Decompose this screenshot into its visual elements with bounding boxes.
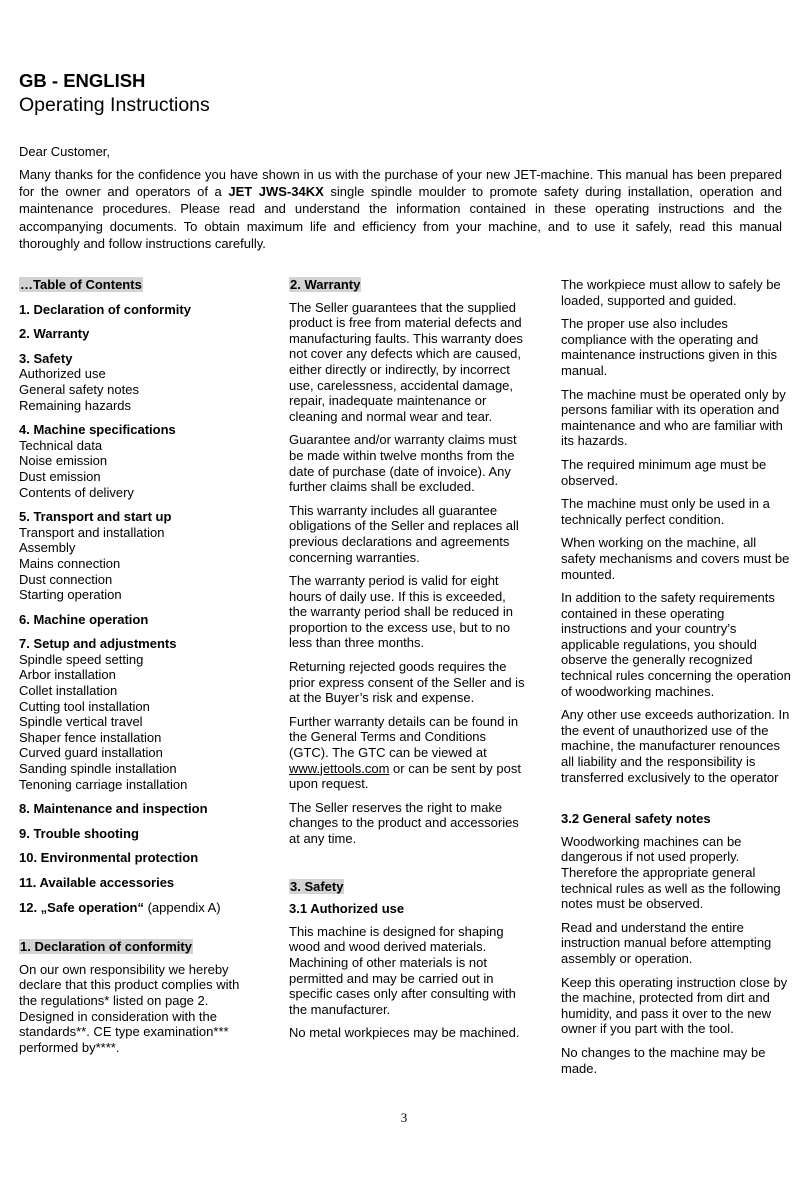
- toc-item: Tenoning carriage installation: [19, 776, 188, 792]
- toc-item: Noise emission: [19, 453, 108, 469]
- toc-item: Spindle speed setting: [19, 651, 144, 667]
- warranty-heading: 2. Warranty: [290, 277, 361, 292]
- general-safety-heading: 3.2 General safety notes: [561, 811, 711, 827]
- toc-item: Cutting tool installation: [19, 698, 150, 714]
- general-safety-paragraph: Woodworking machines can be dangerous if not used properly. Therefore the appropriate general technical rules as well as the following notes must be observed.: [561, 833, 781, 912]
- authorized-use-paragraph: Any other use exceeds authorization. In the event of unauthorized use of the machine, the manufacturer renounces all liability and the responsibility is transferred exclusively to the operator: [561, 707, 790, 785]
- authorized-use-paragraph: No metal workpieces may be machined.: [289, 1025, 520, 1041]
- toc-title: …Table of Contents: [20, 277, 142, 292]
- language-heading: GB - ENGLISH: [19, 70, 146, 91]
- toc-item: Arbor installation: [19, 667, 116, 683]
- toc-heading: 6. Machine operation: [19, 611, 149, 627]
- greeting: Dear Customer,: [19, 144, 111, 159]
- declaration-text: On our own responsibility we hereby declare that this product complies with the regulations* listed on page 2. Designed in consideration with the standards**. CE type examination*** performed by****.: [19, 961, 240, 1055]
- warranty-paragraph: The Seller guarantees that the supplied product is free from material defects and manufacturing faults. This warranty does not cover any defects which are caused, either directly or indirectly, by incorrect use, carelessness, accidental damage, repair, inadequate maintenance or cleaning and normal wear and tear.: [289, 299, 523, 424]
- toc-item: Technical data: [19, 437, 103, 453]
- authorized-use-paragraph: The proper use also includes compliance with the operating and maintenance instructions given in this manual.: [561, 316, 778, 378]
- toc-item: Assembly: [19, 540, 76, 556]
- warranty-paragraph: The warranty period is valid for eight hours of daily use. If this is exceeded, the warranty period shall be reduced in proportion to the excess use, but to no less than three months.: [289, 573, 514, 651]
- authorized-use-paragraph: This machine is designed for shaping wood and wood derived materials. Machining of other materials is not permitted and may be carried out in specific cases only after consulting with the manufacturer.: [289, 923, 516, 1017]
- toc-heading: 12. „Safe operation“: [19, 899, 144, 915]
- intro-text-1: Many thanks for the confidence you have shown in us with the purchase of your new JET-machine. This manual has been prepared for the owner and operators of a: [19, 167, 782, 200]
- column-safety: [561, 277, 793, 1084]
- warranty-heading-row: [289, 277, 525, 293]
- toc-heading: 9. Trouble shooting: [19, 825, 139, 841]
- toc-item: Sanding spindle installation: [19, 761, 177, 777]
- toc-heading: 4. Machine specifications: [19, 422, 176, 438]
- document-title: Operating Instructions: [19, 94, 210, 116]
- warranty-details-text: Further warranty details can be found in the General Terms and Conditions (GTC). The GTC can be viewed at: [289, 713, 519, 761]
- page-number: 3: [400, 1110, 408, 1125]
- toc-item: General safety notes: [19, 381, 139, 397]
- warranty-paragraph: This warranty includes all guarantee obligations of the Seller and replaces all previous declarations and agreements concerning warranties.: [289, 502, 519, 565]
- authorized-use-paragraph: When working on the machine, all safety mechanisms and covers must be mounted.: [561, 535, 790, 582]
- safety-heading: 3. Safety: [290, 878, 344, 894]
- toc-heading: 10. Environmental protection: [19, 850, 199, 866]
- toc-item: Starting operation: [19, 587, 122, 603]
- toc-title-row: [19, 277, 259, 293]
- toc-item: Spindle vertical travel: [19, 714, 143, 730]
- column-toc: [19, 277, 259, 1063]
- intro-text-2: single spindle moulder to promote safety during installation, operation and maintenance procedures. Please read and understand the information contained in these operating instructions and the accompanying documents. To obtain maximum life and efficiency from your machine, and to use it safely, read this manual thoroughly and follow instructions carefully.: [19, 184, 782, 251]
- toc-item: Authorized use: [19, 366, 106, 382]
- warranty-details-text-end: or can be sent by post upon request.: [289, 760, 521, 792]
- toc-item: Dust emission: [19, 468, 101, 484]
- toc-item: Curved guard installation: [19, 745, 163, 761]
- toc-heading: 5. Transport and start up: [19, 509, 172, 525]
- toc-heading: 11. Available accessories: [19, 875, 175, 890]
- toc-heading: 8. Maintenance and inspection: [19, 801, 208, 817]
- toc-heading: 7. Setup and adjustments: [19, 636, 177, 652]
- toc-heading-suffix: (appendix A): [143, 899, 221, 915]
- toc-heading: 2. Warranty: [19, 326, 90, 342]
- warranty-reserve: The Seller reserves the right to make changes to the product and accessories at any time.: [289, 799, 519, 846]
- safety-heading-row: [289, 879, 525, 895]
- authorized-use-heading: 3.1 Authorized use: [289, 901, 405, 917]
- model-name: JET JWS-34KX: [228, 184, 324, 200]
- toc-item: Shaper fence installation: [19, 729, 162, 745]
- toc-item: Dust connection: [19, 571, 113, 587]
- general-safety-paragraph: Keep this operating instruction close by the machine, protected from dirt and humidity, and pass it over to the new owner if you part with the tool.: [561, 974, 788, 1037]
- toc-item: Mains connection: [19, 555, 121, 571]
- authorized-use-paragraph: In addition to the safety requirements contained in these operating instructions and your country’s applicable regulations, you should observe the generally recognized technical rules concerning the operation of woodworking machines.: [561, 590, 791, 699]
- authorized-use-paragraph: The machine must be operated only by persons familiar with its operation and maintenance and who are familiar with its hazards.: [561, 386, 786, 449]
- warranty-paragraph: Guarantee and/or warranty claims must be made within twelve months from the date of purchase (date of invoice). Any further claims shall be excluded.: [289, 432, 517, 495]
- authorized-use-paragraph: The machine must only be used in a technically perfect condition.: [561, 496, 770, 527]
- toc-heading: 3. Safety: [19, 350, 73, 366]
- column-warranty: [289, 277, 525, 1049]
- toc-section: [19, 900, 259, 916]
- warranty-details: [289, 714, 525, 792]
- toc-heading: 1. Declaration of conformity: [19, 301, 191, 317]
- jettools-link[interactable]: www.jettools.com: [289, 760, 390, 776]
- intro-paragraph: [19, 166, 782, 252]
- authorized-use-paragraph: The required minimum age must be observed.: [561, 456, 767, 488]
- declaration-heading: 1. Declaration of conformity: [20, 939, 192, 955]
- toc-item: Contents of delivery: [19, 484, 134, 500]
- authorized-use-paragraph: The workpiece must allow to safely be loaded, supported and guided.: [561, 277, 781, 308]
- warranty-paragraph: Returning rejected goods requires the prior express consent of the Seller and is at the Buyer’s risk and expense.: [289, 659, 525, 706]
- toc-item: Collet installation: [19, 683, 118, 699]
- toc-item: Transport and installation: [19, 524, 165, 540]
- general-safety-paragraph: Read and understand the entire instruction manual before attempting assembly or operation.: [561, 919, 772, 966]
- declaration-heading-row: [19, 939, 259, 955]
- toc-list: [19, 302, 259, 891]
- general-safety-paragraph: No changes to the machine may be made.: [561, 1044, 766, 1076]
- toc-item: Remaining hazards: [19, 397, 132, 413]
